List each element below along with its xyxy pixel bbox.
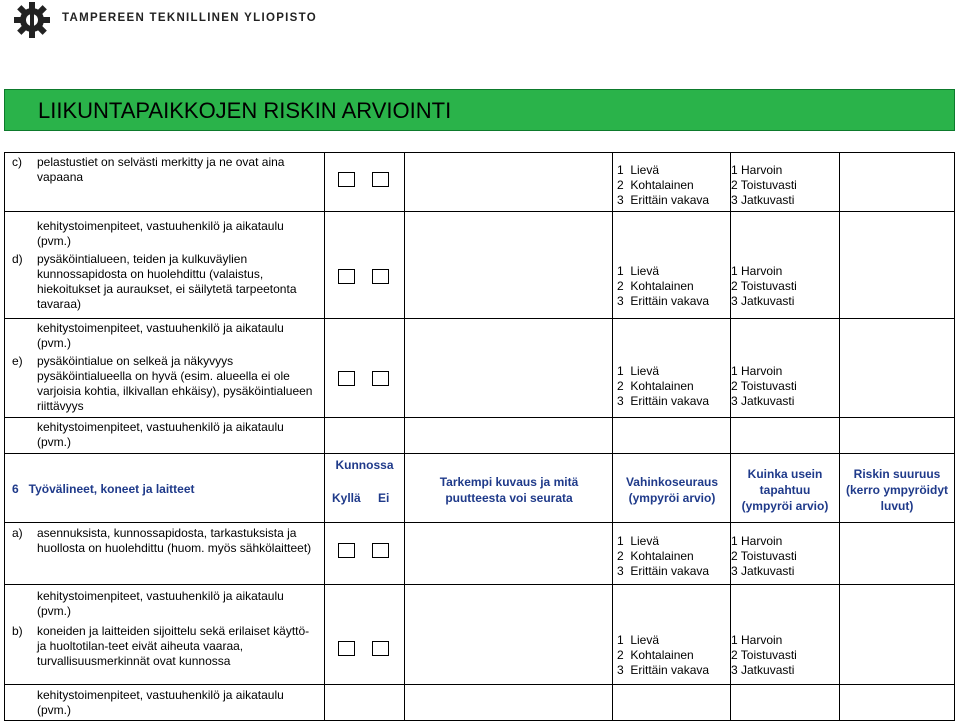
yes-checkbox[interactable]	[338, 172, 355, 187]
likelihood-option[interactable]: 2 Toistuvasti	[731, 648, 797, 662]
likelihood-option[interactable]: 2 Toistuvasti	[731, 379, 797, 393]
no-checkbox[interactable]	[372, 543, 389, 558]
likelihood-option[interactable]: 1 Harvoin	[731, 264, 783, 278]
description-header: Tarkempi kuvaus ja mitä puutteesta voi seurata	[439, 475, 579, 505]
no-header: Ei	[378, 491, 390, 505]
severity-option[interactable]: 3 Erittäin vakava	[617, 394, 710, 408]
severity-option[interactable]: 2 Kohtalainen	[617, 178, 694, 192]
severity-option[interactable]: 1 Lievä	[617, 534, 660, 548]
yes-checkbox[interactable]	[338, 371, 355, 386]
dev-note: kehitystoimenpiteet, vastuuhenkilö ja aikataulu (pvm.)	[37, 688, 284, 717]
page-title: LIIKUNTAPAIKKOJEN RISKIN ARVIOINTI	[38, 98, 452, 123]
severity-option[interactable]: 3 Erittäin vakava	[617, 294, 710, 308]
severity-option[interactable]: 3 Erittäin vakava	[617, 564, 710, 578]
frequency-header: Kuinka usein tapahtuu (ympyröi arvio)	[741, 467, 829, 513]
item-label: e)	[12, 354, 23, 368]
item-text: pysäköintialue on selkeä ja näkyvyys pysäköintialueella on hyvä (esim. alueella ei ole varjoisia kohtia, ilkivallan ehkäisy), pysäköintialueen riittävyys	[37, 354, 313, 413]
item-label: d)	[12, 252, 23, 266]
risk-header: Riskin suuruus (kerro ympyröidyt luvut)	[845, 467, 949, 513]
severity-option[interactable]: 2 Kohtalainen	[617, 549, 694, 563]
gear-icon	[12, 2, 52, 38]
item-label: c)	[12, 155, 22, 169]
likelihood-option[interactable]: 3 Jatkuvasti	[731, 394, 795, 408]
likelihood-option[interactable]: 1 Harvoin	[731, 633, 783, 647]
likelihood-option[interactable]: 3 Jatkuvasti	[731, 663, 795, 677]
severity-option[interactable]: 2 Kohtalainen	[617, 279, 694, 293]
dev-note: kehitystoimenpiteet, vastuuhenkilö ja aikataulu (pvm.)	[37, 589, 284, 618]
severity-option[interactable]: 1 Lievä	[617, 364, 660, 378]
severity-option[interactable]: 3 Erittäin vakava	[617, 193, 710, 207]
severity-option[interactable]: 1 Lievä	[617, 633, 660, 647]
item-label: b)	[12, 624, 23, 638]
severity-option[interactable]: 3 Erittäin vakava	[617, 663, 710, 677]
no-checkbox[interactable]	[372, 641, 389, 656]
likelihood-option[interactable]: 1 Harvoin	[731, 163, 783, 177]
item-text: koneiden ja laitteiden sijoittelu sekä erilaiset käyttö- ja huoltotilan-teet eivät aiheuta vaaraa, turvallisuusmerkinnät ovat kunnossa	[37, 624, 310, 668]
likelihood-option[interactable]: 3 Jatkuvasti	[731, 294, 795, 308]
item-text: pelastustiet on selvästi merkitty ja ne ovat aina vapaana	[37, 155, 285, 184]
item-text: asennuksista, kunnossapidosta, tarkastuksista ja huollosta on huolehdittu (huom. myös sähkölaitteet)	[37, 526, 312, 555]
severity-option[interactable]: 2 Kohtalainen	[617, 648, 694, 662]
dev-note: kehitystoimenpiteet, vastuuhenkilö ja aikataulu (pvm.)	[37, 321, 284, 350]
severity-option[interactable]: 1 Lievä	[617, 264, 660, 278]
likelihood-option[interactable]: 1 Harvoin	[731, 364, 783, 378]
no-checkbox[interactable]	[372, 172, 389, 187]
section-title: 6 Työvälineet, koneet ja laitteet	[12, 482, 195, 496]
likelihood-option[interactable]: 2 Toistuvasti	[731, 549, 797, 563]
likelihood-option[interactable]: 1 Harvoin	[731, 534, 783, 548]
likelihood-option[interactable]: 2 Toistuvasti	[731, 279, 797, 293]
severity-header: Vahinkoseuraus (ympyröi arvio)	[625, 475, 719, 505]
dev-note: kehitystoimenpiteet, vastuuhenkilö ja aikataulu (pvm.)	[37, 420, 284, 449]
dev-note: kehitystoimenpiteet, vastuuhenkilö ja aikataulu (pvm.)	[37, 219, 284, 248]
condition-header: Kunnossa	[335, 458, 394, 472]
yes-checkbox[interactable]	[338, 543, 355, 558]
item-text: pysäköintialueen, teiden ja kulkuväylien kunnossapidosta on huolehdittu (valaistus, hiekoitukset ja auraukset, ei säilytetä tarpeetonta tavaraa)	[37, 252, 297, 311]
title-banner	[4, 89, 955, 131]
university-name: TAMPEREEN TEKNILLINEN YLIOPISTO	[62, 12, 317, 24]
yes-checkbox[interactable]	[338, 641, 355, 656]
yes-checkbox[interactable]	[338, 269, 355, 284]
severity-option[interactable]: 2 Kohtalainen	[617, 379, 694, 393]
no-checkbox[interactable]	[372, 371, 389, 386]
likelihood-option[interactable]: 3 Jatkuvasti	[731, 193, 795, 207]
likelihood-option[interactable]: 2 Toistuvasti	[731, 178, 797, 192]
no-checkbox[interactable]	[372, 269, 389, 284]
likelihood-option[interactable]: 3 Jatkuvasti	[731, 564, 795, 578]
item-label: a)	[12, 526, 23, 540]
yes-header: Kyllä	[332, 491, 361, 505]
severity-option[interactable]: 1 Lievä	[617, 163, 660, 177]
